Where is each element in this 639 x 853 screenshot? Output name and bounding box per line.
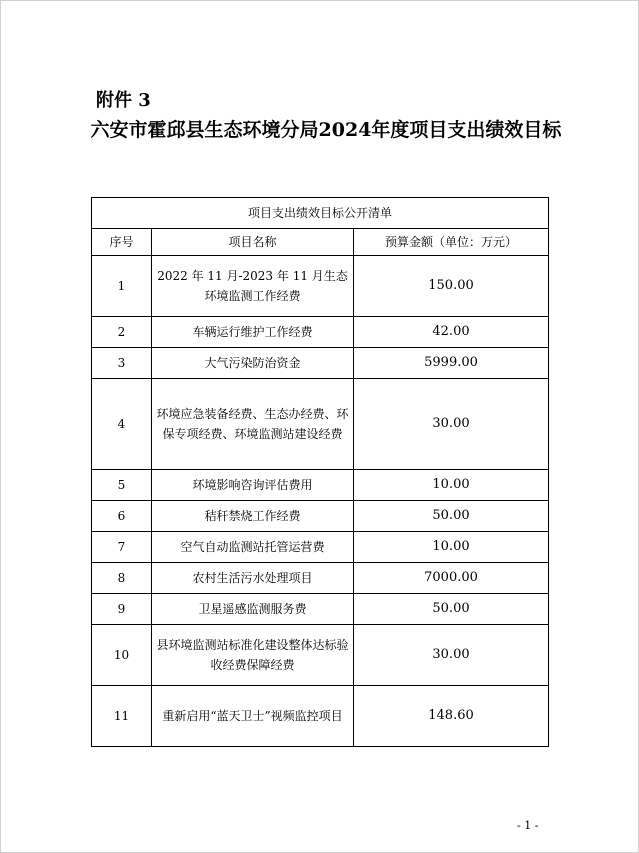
header-amount: 预算金额（单位：万元） [354, 229, 549, 256]
table-header-row [92, 229, 549, 256]
row-name: 车辆运行维护工作经费 [152, 317, 354, 348]
table-row [92, 532, 549, 563]
row-amount: 10.00 [354, 532, 549, 563]
row-name: 农村生活污水处理项目 [152, 563, 354, 594]
table-row [92, 501, 549, 532]
table-row [92, 470, 549, 501]
table-row [92, 317, 549, 348]
row-no: 10 [92, 625, 152, 686]
table-row [92, 348, 549, 379]
row-name: 秸秆禁烧工作经费 [152, 501, 354, 532]
row-no: 9 [92, 594, 152, 625]
table-row [92, 563, 549, 594]
row-name: 2022 年 11 月-2023 年 11 月生态环境监测工作经费 [152, 256, 354, 317]
row-no: 2 [92, 317, 152, 348]
budget-table [91, 197, 549, 747]
row-name: 空气自动监测站托管运营费 [152, 532, 354, 563]
attachment-label: 附件 3 [96, 90, 151, 111]
row-name: 卫星遥感监测服务费 [152, 594, 354, 625]
row-amount: 42.00 [354, 317, 549, 348]
row-amount: 50.00 [354, 594, 549, 625]
row-no: 3 [92, 348, 152, 379]
row-no: 8 [92, 563, 152, 594]
table-row [92, 594, 549, 625]
row-name: 大气污染防治资金 [152, 348, 354, 379]
row-name: 环境影响咨询评估费用 [152, 470, 354, 501]
page-number: - 1 - [517, 819, 539, 832]
row-amount: 148.60 [354, 686, 549, 747]
row-amount: 30.00 [354, 625, 549, 686]
row-name: 重新启用“蓝天卫士”视频监控项目 [152, 686, 354, 747]
table-row [92, 686, 549, 747]
row-amount: 50.00 [354, 501, 549, 532]
row-no: 6 [92, 501, 152, 532]
header-no: 序号 [92, 229, 152, 256]
row-amount: 30.00 [354, 379, 549, 470]
row-no: 4 [92, 379, 152, 470]
row-name: 环境应急装备经费、生态办经费、环保专项经费、环境监测站建设经费 [152, 379, 354, 470]
table-caption-row [92, 198, 549, 229]
table-row [92, 379, 549, 470]
table-row [92, 625, 549, 686]
row-no: 11 [92, 686, 152, 747]
table-row [92, 256, 549, 317]
row-amount: 10.00 [354, 470, 549, 501]
row-name: 县环境监测站标准化建设整体达标验收经费保障经费 [152, 625, 354, 686]
row-amount: 150.00 [354, 256, 549, 317]
table-caption: 项目支出绩效目标公开清单 [92, 198, 549, 229]
row-no: 5 [92, 470, 152, 501]
document-title: 六安市霍邱县生态环境分局2024年度项目支出绩效目标 [90, 119, 562, 141]
row-no: 7 [92, 532, 152, 563]
row-no: 1 [92, 256, 152, 317]
row-amount: 5999.00 [354, 348, 549, 379]
row-amount: 7000.00 [354, 563, 549, 594]
header-name: 项目名称 [152, 229, 354, 256]
